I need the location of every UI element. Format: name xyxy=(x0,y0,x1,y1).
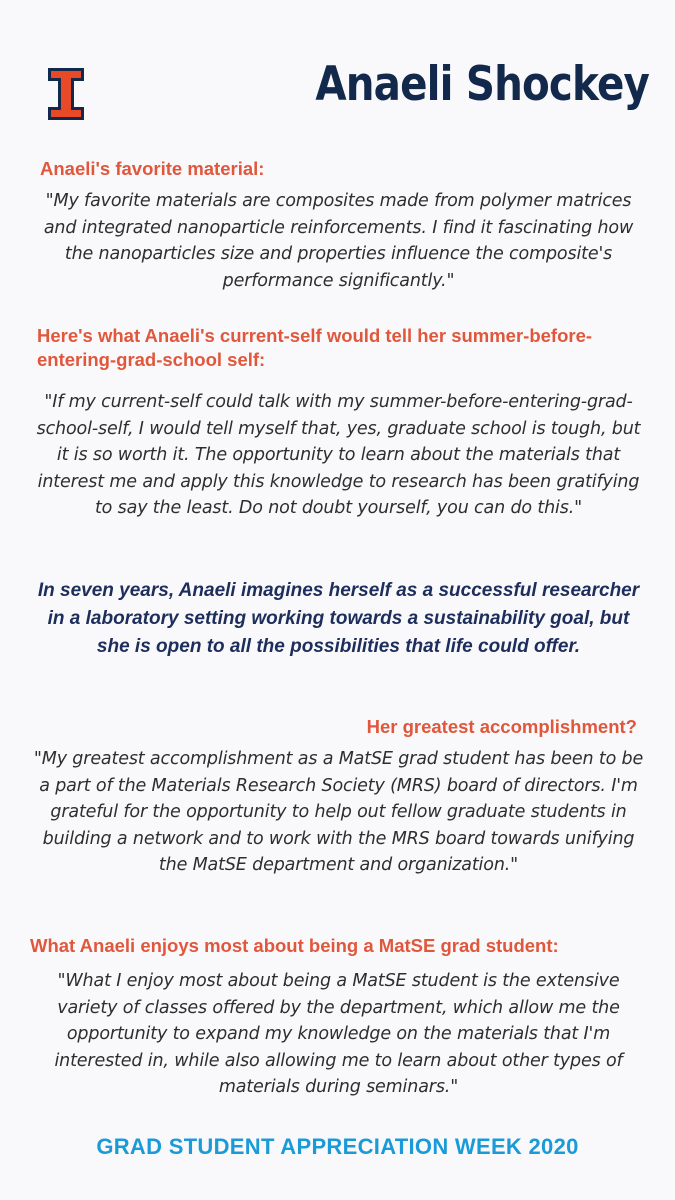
favorite-material-quote: "My favorite materials are composites made from polymer matrices and integrated nanoparticle reinforcements. I find it fascinating how the nanoparticles size and properties influence the composite's performance significantly." xyxy=(43,191,634,291)
illinois-block-i-icon xyxy=(48,68,84,120)
enjoys-quote: "What I enjoy most about being a MatSE student is the extensive variety of classes offered by the department, which allow me the opportunity to expand my knowledge on the materials that I'm interested in, while also allowing me to learn about other types of materials during seminars." xyxy=(54,971,623,1097)
favorite-material-heading: Anaeli's favorite material: xyxy=(40,158,265,179)
advice-heading: Here's what Anaeli's current-self would tell her summer-before-entering-grad-school self: xyxy=(37,325,593,371)
advice-quote: "If my current-self could talk with my summer-before-entering-grad-school-self, I would tell myself that, yes, graduate school is tough, but it is so worth it. The opportunity to learn about the materials that interest me and apply this knowledge to research has been gratifying to say the least. Do not doubt yourself, you can do this." xyxy=(36,392,641,518)
vision-statement: In seven years, Anaeli imagines herself as a successful researcher in a laboratory setting working towards a sustainability goal, but she is open to all the possibilities that life could offer. xyxy=(37,580,640,657)
accomplishment-quote: "My greatest accomplishment as a MatSE grad student has been to be a part of the Materials Research Society (MRS) board of directors. I'm grateful for the opportunity to help out fellow graduate students in building a network and to work with the MRS board towards unifying the MatSE department and organization." xyxy=(33,749,644,875)
student-name: Anaeli Shockey xyxy=(315,57,649,112)
enjoys-heading: What Anaeli enjoys most about being a MatSE grad student: xyxy=(30,935,559,956)
accomplishment-heading: Her greatest accomplishment? xyxy=(366,716,637,737)
footer-banner: GRAD STUDENT APPRECIATION WEEK 2020 xyxy=(96,1134,579,1159)
